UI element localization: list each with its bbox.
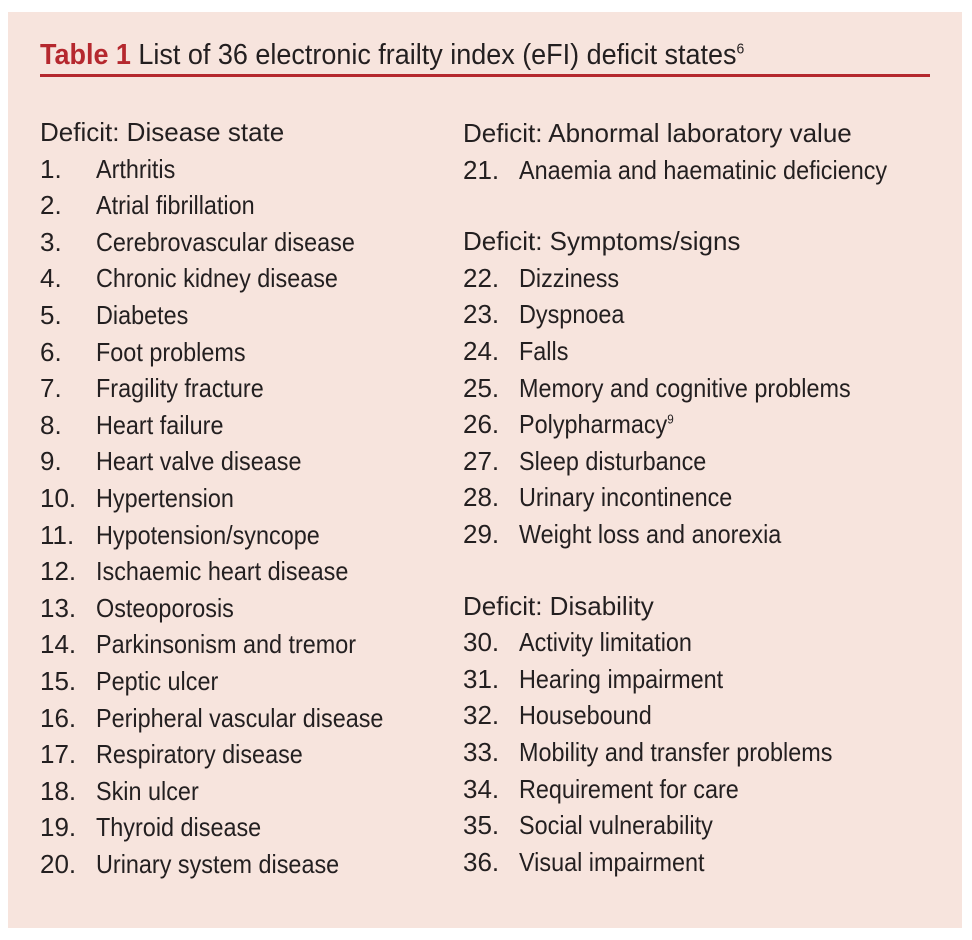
item-text-wrap [96, 553, 348, 590]
item-text-wrap [96, 773, 199, 810]
item-number: 28. [463, 482, 500, 513]
item-text: Chronic kidney disease [96, 263, 338, 294]
item-text-wrap [96, 297, 188, 334]
item-number: 4. [40, 263, 62, 294]
list-item [40, 553, 415, 590]
item-text: Polypharmacy [519, 409, 668, 440]
item-text: Dizziness [519, 262, 620, 293]
right-column [463, 115, 928, 915]
item-text-wrap [519, 844, 705, 881]
item-text-wrap [519, 734, 832, 771]
item-text: Visual impairment [519, 846, 705, 877]
item-text-wrap [96, 517, 320, 554]
list-item [40, 517, 415, 554]
item-text-wrap [96, 626, 356, 663]
list-item [40, 626, 415, 663]
item-number: 10. [40, 482, 77, 513]
item-text: Social vulnerability [519, 810, 713, 841]
item-number: 13. [40, 592, 77, 623]
item-text: Mobility and transfer problems [519, 736, 833, 767]
item-text: Fragility fracture [96, 373, 264, 404]
item-text-wrap [519, 370, 851, 407]
item-text-wrap [519, 296, 624, 333]
item-number: 8. [40, 409, 62, 440]
item-number: 25. [463, 372, 500, 403]
item-text: Weight loss and anorexia [519, 518, 782, 549]
item-reference: 9 [667, 411, 674, 427]
item-text: Memory and cognitive problems [519, 372, 851, 403]
item-text: Diabetes [96, 299, 189, 330]
item-text-wrap [519, 260, 619, 297]
list-item [463, 771, 928, 808]
item-number: 7. [40, 373, 62, 404]
item-text-wrap [96, 590, 234, 627]
item-number: 2. [40, 190, 62, 221]
list-item [40, 590, 415, 627]
section-heading: Deficit: Disability [463, 590, 654, 621]
item-text-wrap [96, 407, 223, 444]
table-label: Table 1 [40, 39, 131, 71]
item-text: Heart valve disease [96, 446, 302, 477]
item-number: 1. [40, 153, 62, 184]
item-text: Arthritis [96, 153, 176, 184]
item-text-wrap [519, 807, 713, 844]
item-number: 33. [463, 736, 500, 767]
item-number: 36. [463, 846, 500, 877]
item-text: Atrial fibrillation [96, 190, 255, 221]
item-text-wrap [519, 624, 692, 661]
list-item [40, 334, 415, 371]
section-heading: Deficit: Symptoms/signs [463, 226, 741, 257]
list-item [463, 333, 928, 370]
list-item [463, 260, 928, 297]
item-number: 15. [40, 665, 77, 696]
section-disease-state [40, 114, 415, 882]
list-item [40, 407, 415, 444]
item-text: Respiratory disease [96, 739, 303, 770]
list-item [40, 443, 415, 480]
item-number: 24. [463, 335, 500, 366]
item-number: 29. [463, 518, 500, 549]
list-item [463, 443, 928, 480]
item-text: Thyroid disease [96, 812, 262, 843]
list-item [40, 700, 415, 737]
item-number: 23. [463, 299, 500, 330]
item-number: 11. [40, 519, 75, 550]
list-item [463, 807, 928, 844]
table-title-text: List of 36 electronic frailty index (eFI) deficit states [138, 39, 737, 71]
item-number: 27. [463, 445, 500, 476]
item-text: Skin ulcer [96, 775, 199, 806]
item-number: 5. [40, 299, 62, 330]
item-text: Peptic ulcer [96, 665, 219, 696]
left-column [40, 114, 415, 917]
item-text: Activity limitation [519, 627, 692, 658]
item-number: 14. [40, 629, 77, 660]
item-number: 31. [463, 663, 500, 694]
item-text: Foot problems [96, 336, 246, 367]
table-title [40, 37, 744, 73]
item-text-wrap [519, 697, 652, 734]
item-text: Hearing impairment [519, 663, 724, 694]
section-disability [463, 588, 928, 881]
list-item [40, 297, 415, 334]
item-text-wrap [96, 334, 246, 371]
list-item [40, 187, 415, 224]
item-text-wrap [96, 480, 234, 517]
table-panel [8, 12, 962, 928]
list-item [40, 224, 415, 261]
item-number: 35. [463, 810, 500, 841]
list-item [463, 734, 928, 771]
item-number: 32. [463, 700, 500, 731]
item-text-wrap [96, 260, 338, 297]
item-number: 18. [40, 775, 77, 806]
item-text: Sleep disturbance [519, 445, 707, 476]
item-number: 30. [463, 627, 500, 658]
section-heading: Deficit: Disease state [40, 117, 285, 147]
item-text: Hypotension/syncope [96, 519, 320, 550]
list-item [40, 480, 415, 517]
item-text: Parkinsonism and tremor [96, 629, 357, 660]
item-text-wrap [96, 700, 383, 737]
item-text-wrap [519, 661, 723, 698]
item-text: Peripheral vascular disease [96, 702, 384, 733]
item-text: Anaemia and haematinic deficiency [519, 154, 888, 185]
item-number: 12. [40, 556, 77, 587]
item-number: 26. [463, 409, 500, 440]
list-item [463, 697, 928, 734]
list-item [463, 661, 928, 698]
list-item [463, 296, 928, 333]
item-text: Dyspnoea [519, 299, 625, 330]
item-number: 3. [40, 226, 62, 257]
item-number: 9. [40, 446, 62, 477]
section-symptoms-signs [463, 223, 928, 552]
list-item [463, 152, 928, 189]
list-item [40, 260, 415, 297]
item-text: Osteoporosis [96, 592, 234, 623]
list-item [40, 663, 415, 700]
item-text-wrap [96, 809, 261, 846]
list-item [40, 846, 415, 883]
section-heading: Deficit: Abnormal laboratory value [463, 118, 852, 148]
item-number: 19. [40, 812, 77, 843]
list-item [40, 809, 415, 846]
item-text-wrap [96, 187, 255, 224]
item-text-wrap [96, 663, 218, 700]
title-reference: 6 [736, 40, 745, 58]
list-item [463, 406, 928, 443]
item-text: Ischaemic heart disease [96, 556, 349, 587]
item-text-wrap [96, 151, 175, 188]
item-number: 21. [463, 154, 500, 185]
item-text: Falls [519, 335, 569, 366]
item-text-wrap [96, 443, 302, 480]
item-number: 34. [463, 773, 500, 804]
item-text: Hypertension [96, 482, 234, 513]
item-text-wrap [519, 479, 732, 516]
title-divider [40, 74, 930, 77]
item-text-wrap [519, 406, 674, 443]
list-item [463, 624, 928, 661]
list-item [463, 479, 928, 516]
item-text-wrap [519, 516, 781, 553]
item-text-wrap [96, 224, 355, 261]
item-text: Housebound [519, 700, 652, 731]
section-abnormal-laboratory-value [463, 115, 928, 188]
item-text-wrap [519, 443, 706, 480]
item-number: 17. [40, 739, 77, 770]
item-text: Urinary incontinence [519, 482, 733, 513]
item-number: 20. [40, 848, 77, 879]
item-text: Urinary system disease [96, 848, 340, 879]
list-item [40, 151, 415, 188]
list-item [463, 844, 928, 881]
item-text: Requirement for care [519, 773, 739, 804]
item-text-wrap [519, 333, 568, 370]
list-item [463, 516, 928, 553]
item-text-wrap [519, 152, 887, 189]
item-text-wrap [96, 846, 339, 883]
list-item [40, 736, 415, 773]
item-number: 22. [463, 262, 500, 293]
list-item [463, 370, 928, 407]
item-text-wrap [96, 736, 303, 773]
list-item [40, 370, 415, 407]
item-number: 6. [40, 336, 62, 367]
item-text: Heart failure [96, 409, 224, 440]
list-item [40, 773, 415, 810]
item-text: Cerebrovascular disease [96, 226, 355, 257]
item-text-wrap [96, 370, 264, 407]
item-text-wrap [519, 771, 739, 808]
item-number: 16. [40, 702, 77, 733]
